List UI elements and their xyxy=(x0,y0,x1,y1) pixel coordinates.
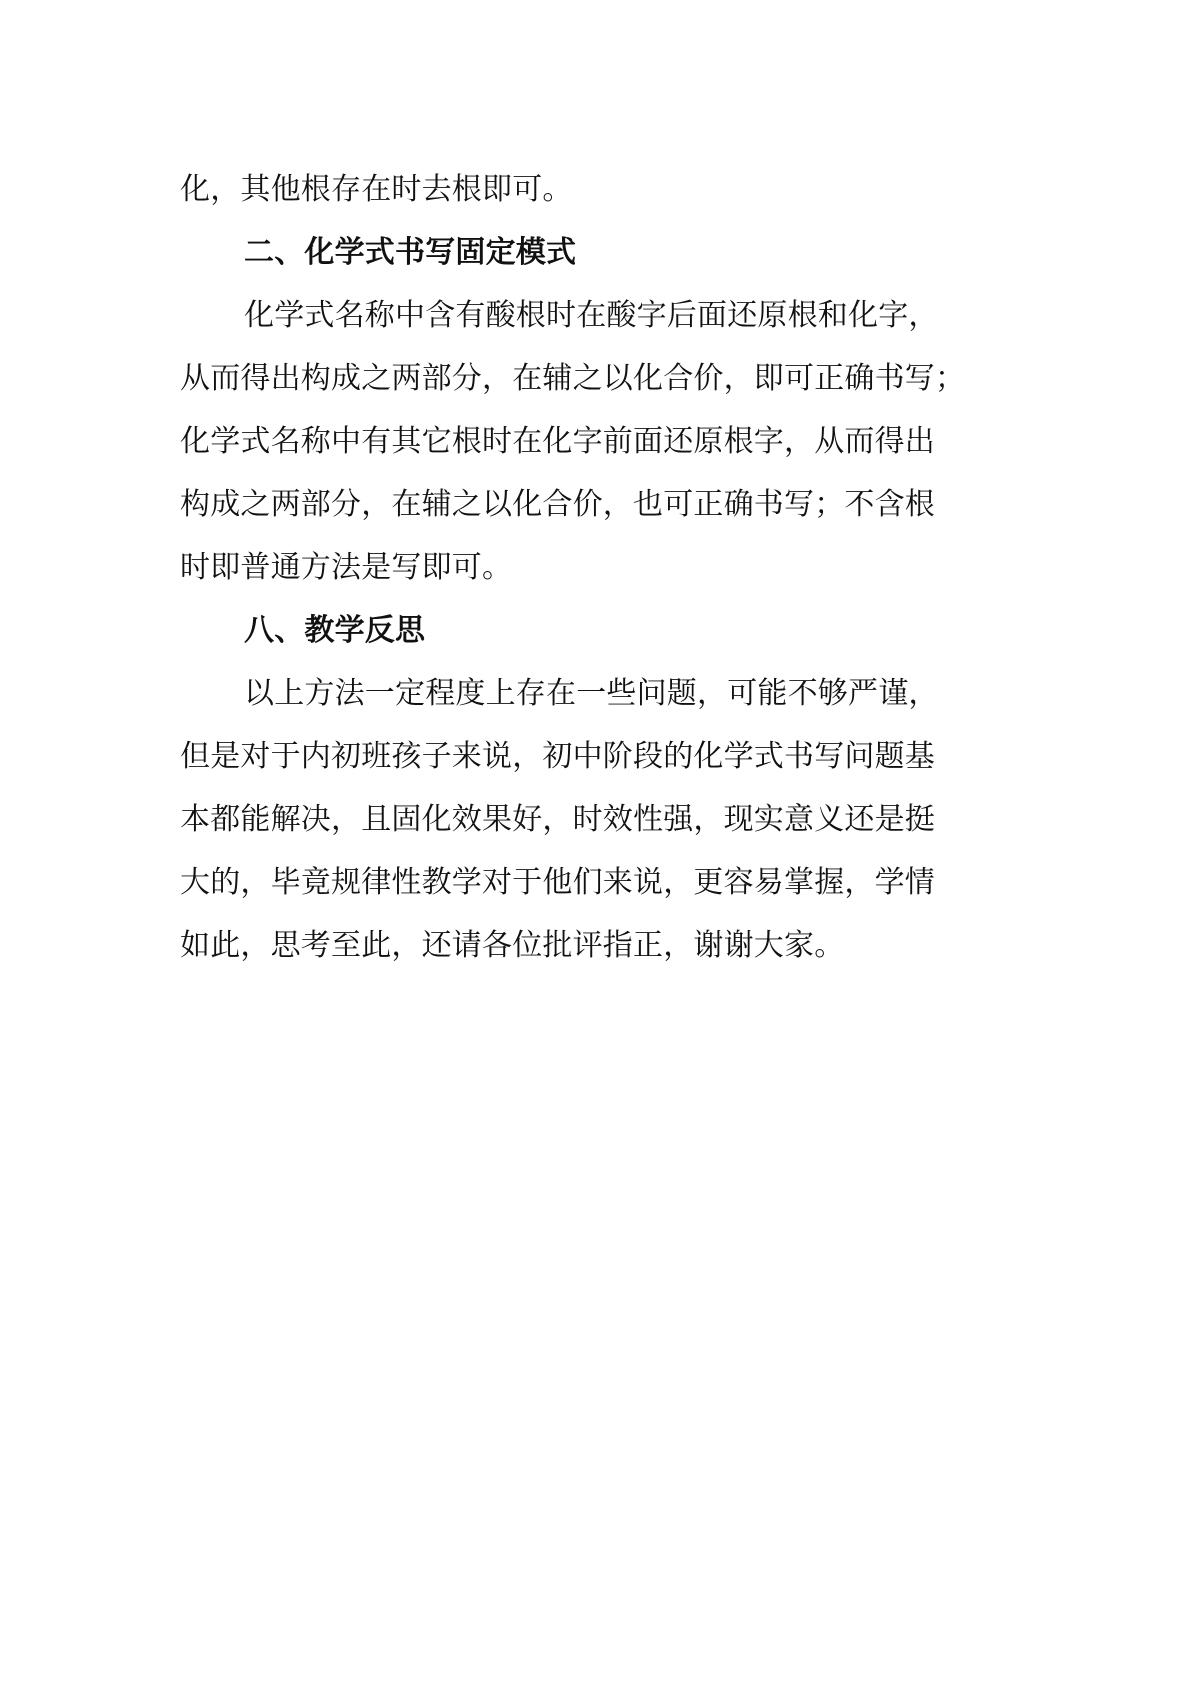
text-line: 化学式名称中有其它根时在化字前面还原根字，从而得出 xyxy=(180,424,935,459)
paragraph-formula-writing xyxy=(180,284,1015,599)
text-line: 化学式名称中含有酸根时在酸字后面还原根和化字， xyxy=(244,298,939,333)
text-line: 从而得出构成之两部分，在辅之以化合价，即可正确书写； xyxy=(180,361,966,396)
section-heading-formula-writing: 二、化学式书写固定模式 xyxy=(244,235,577,270)
text-line: 大的，毕竟规律性教学对于他们来说，更容易掌握，学情 xyxy=(180,865,935,900)
text-line: 本都能解决，且固化效果好，时效性强，现实意义还是挺 xyxy=(180,802,935,837)
text-line: 如此，思考至此，还请各位批评指正，谢谢大家。 xyxy=(180,928,845,963)
text-line: 构成之两部分，在辅之以化合价，也可正确书写；不含根 xyxy=(180,487,935,522)
text-line: 时即普通方法是写即可。 xyxy=(180,550,513,585)
paragraph-teaching-reflection xyxy=(180,662,1015,977)
text-line: 但是对于内初班孩子来说，初中阶段的化学式书写问题基 xyxy=(180,739,935,774)
paragraph-continued xyxy=(180,158,1015,221)
document-body xyxy=(180,158,1015,977)
text-line: 以上方法一定程度上存在一些问题，可能不够严谨， xyxy=(244,676,939,711)
section-heading-teaching-reflection: 八、教学反思 xyxy=(244,613,426,648)
text-line: 化，其他根存在时去根即可。 xyxy=(180,172,573,207)
